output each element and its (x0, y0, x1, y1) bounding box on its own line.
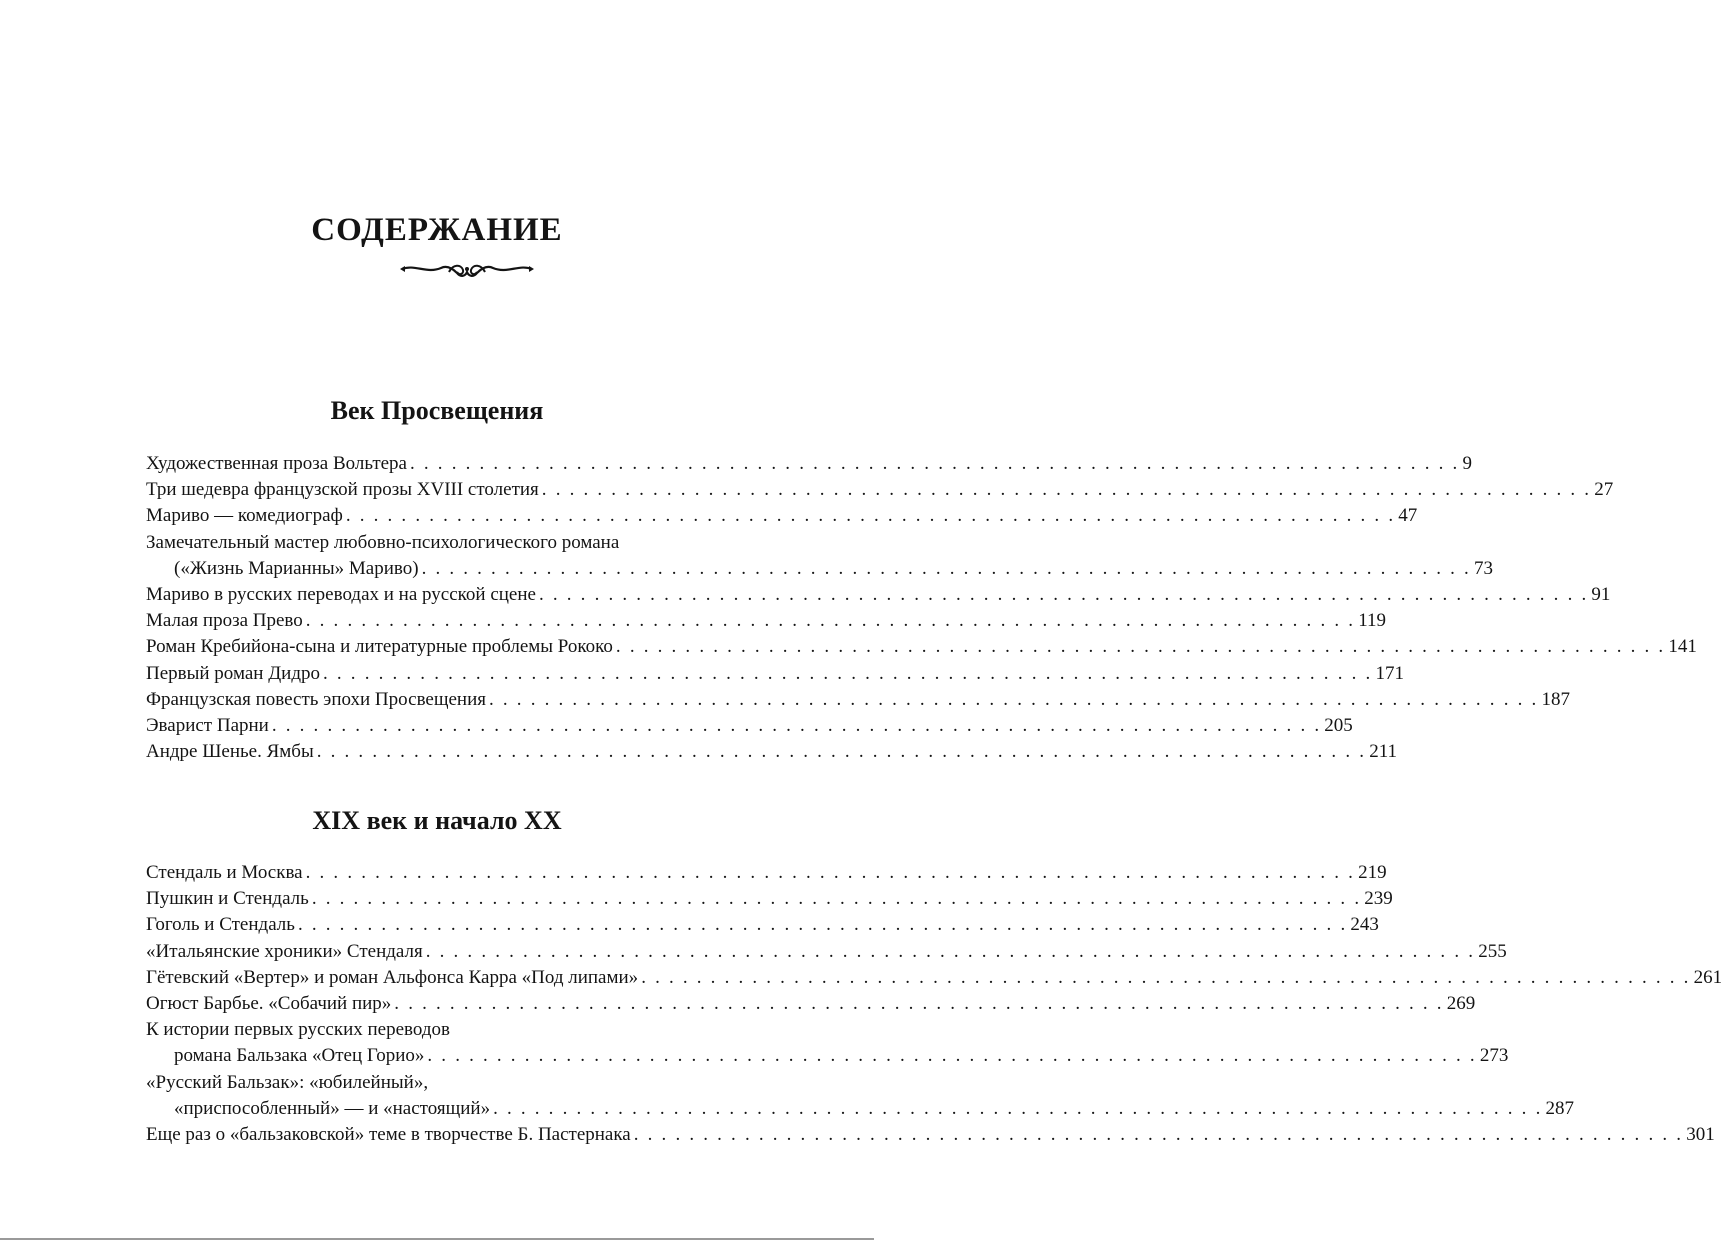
toc-entry-title: («Жизнь Марианны» Мариво) (174, 557, 419, 579)
toc-list-19th-century (146, 860, 1722, 1148)
toc-entry-title-line1[interactable]: Замечательный мастер любовно-психологического романа (146, 531, 620, 553)
leader-dots: . . . . . . . . . . . . . . . . . . . . . . . . . . . . . . . . . . . . . . . . . . . . . . . . . . . . . . . . . . . . . . . . . . . . . . . . . . . . (538, 584, 1589, 606)
leader-dots: . . . . . . . . . . . . . . . . . . . . . . . . . . . . . . . . . . . . . . . . . . . . . . . . . . . . . . . . . . . . . . . . . . . . . . . . . . . . (615, 636, 1666, 658)
toc-entry-title: Художественная проза Вольтера (146, 453, 407, 474)
toc-entry[interactable] (146, 939, 1507, 965)
toc-entry-page: 269 (1446, 993, 1476, 1015)
leader-dots: . . . . . . . . . . . . . . . . . . . . . . . . . . . . . . . . . . . . . . . . . . . . . . . . . . . . . . . . . . . . . . . . . . . . . . . . . . . . (297, 914, 1348, 936)
leader-dots: . . . . . . . . . . . . . . . . . . . . . . . . . . . . . . . . . . . . . . . . . . . . . . . . . . . . . . . . . . . . . . . . . . . . . . . . . . . . (489, 688, 1539, 710)
toc-entry[interactable] (146, 687, 1570, 713)
leader-dots: . . . . . . . . . . . . . . . . . . . . . . . . . . . . . . . . . . . . . . . . . . . . . . . . . . . . . . . . . . . . . . . . . . . . . . . . . . . . (316, 741, 1367, 763)
leader-dots: . . . . . . . . . . . . . . . . . . . . . . . . . . . . . . . . . . . . . . . . . . . . . . . . . . . . . . . . . . . . . . . . . . . . . . . . . . . . (305, 610, 1356, 632)
page-bottom-edge (0, 1238, 874, 1240)
toc-entry-title: Еще раз о «бальзаковской» теме в творчестве Б. Пастернака (146, 1124, 631, 1146)
toc-entry-title: Пушкин и Стендаль (146, 888, 309, 910)
toc-entry-title: Французская повесть эпохи Просвещения (146, 688, 486, 710)
toc-entry[interactable] (146, 503, 1418, 529)
ornament-divider (397, 260, 537, 282)
toc-entry[interactable] (146, 608, 1386, 634)
toc-entry-page: 141 (1668, 636, 1697, 658)
toc-entry-title: Андре Шенье. Ямбы (146, 741, 314, 763)
section-heading-enlightenment: Век Просвещения (330, 396, 544, 425)
toc-entry-page: 205 (1324, 715, 1353, 737)
toc-entry-page: 9 (1462, 453, 1472, 474)
toc-entry-page: 47 (1398, 505, 1418, 527)
leader-dots: . . . . . . . . . . . . . . . . . . . . . . . . . . . . . . . . . . . . . . . . . . . . . . . . . . . . . . . . . . . . . . . . . . . . . . . . . . . . (641, 966, 1691, 988)
toc-entry[interactable] (146, 556, 1494, 582)
toc-entry-page: 255 (1478, 940, 1507, 962)
toc-entry-title: Мариво в русских переводах и на русской сцене (146, 584, 536, 606)
toc-entry-title: «приспособленный» — и «настоящий» (174, 1097, 491, 1119)
leader-dots: . . . . . . . . . . . . . . . . . . . . . . . . . . . . . . . . . . . . . . . . . . . . . . . . . . . . . . . . . . . . . . . . . . . . . . . . . . . . (345, 505, 1396, 527)
toc-entry[interactable] (146, 582, 1611, 608)
toc-entry-page: 243 (1350, 914, 1379, 936)
toc-list-enlightenment (146, 451, 1697, 765)
toc-entry-page: 171 (1375, 662, 1404, 684)
toc-entry[interactable] (146, 1096, 1575, 1122)
toc-entry-title: Малая проза Прево (146, 610, 303, 632)
toc-entry-page: 273 (1479, 1045, 1509, 1067)
toc-entry-title: Мариво — комедиограф (146, 505, 343, 527)
toc-entry[interactable] (146, 912, 1379, 938)
toc-entry-title-line1[interactable]: К истории первых русских переводов (146, 1019, 450, 1041)
leader-dots: . . . . . . . . . . . . . . . . . . . . . . . . . . . . . . . . . . . . . . . . . . . . . . . . . . . . . . . . . . . . . . . . . . . . . . . . . . . . (410, 453, 1460, 474)
leader-dots: . . . . . . . . . . . . . . . . . . . . . . . . . . . . . . . . . . . . . . . . . . . . . . . . . . . . . . . . . . . . . . . . . . . . . . . . . . . . (541, 479, 1592, 501)
toc-entry-page: 287 (1545, 1097, 1575, 1119)
toc-entry[interactable] (146, 886, 1393, 912)
toc-entry[interactable] (146, 739, 1397, 765)
toc-entry[interactable] (146, 713, 1353, 739)
leader-dots: . . . . . . . . . . . . . . . . . . . . . . . . . . . . . . . . . . . . . . . . . . . . . . . . . . . . . . . . . . . . . . . . . . . . . . . . . . . . (394, 993, 1444, 1015)
leader-dots: . . . . . . . . . . . . . . . . . . . . . . . . . . . . . . . . . . . . . . . . . . . . . . . . . . . . . . . . . . . . . . . . . . . . . . . . . . . . (311, 888, 1362, 910)
toc-entry[interactable] (146, 1122, 1715, 1148)
toc-entry-page: 239 (1364, 888, 1393, 910)
toc-entry-page: 261 (1693, 966, 1722, 988)
toc-entry-page: 219 (1358, 862, 1387, 883)
toc-entry-title-line1[interactable]: «Русский Бальзак»: «юбилейный», (146, 1071, 429, 1093)
toc-entry[interactable] (146, 451, 1472, 477)
toc-entry-page: 119 (1358, 610, 1386, 632)
toc-entry[interactable] (146, 860, 1387, 886)
leader-dots: . . . . . . . . . . . . . . . . . . . . . . . . . . . . . . . . . . . . . . . . . . . . . . . . . . . . . . . . . . . . . . . . . . . . . . . . . . . . (493, 1097, 1543, 1119)
toc-entry-page: 301 (1686, 1124, 1715, 1146)
page-title: СОДЕРЖАНИЕ (311, 212, 563, 248)
leader-dots: . . . . . . . . . . . . . . . . . . . . . . . . . . . . . . . . . . . . . . . . . . . . . . . . . . . . . . . . . . . . . . . . . . . . . . . . . . . . (421, 557, 1472, 579)
leader-dots: . . . . . . . . . . . . . . . . . . . . . . . . . . . . . . . . . . . . . . . . . . . . . . . . . . . . . . . . . . . . . . . . . . . . . . . . . . . . (323, 662, 1373, 684)
leader-dots: . . . . . . . . . . . . . . . . . . . . . . . . . . . . . . . . . . . . . . . . . . . . . . . . . . . . . . . . . . . . . . . . . . . . . . . . . . . . (425, 940, 1476, 962)
toc-entry-page: 27 (1594, 479, 1614, 501)
toc-entry-title: Три шедевра французской прозы XVIII столетия (146, 479, 539, 501)
toc-entry-title: Стендаль и Москва (146, 862, 303, 883)
toc-entry-page: 211 (1369, 741, 1397, 763)
section-heading-19th-century: XIX век и начало XX (312, 806, 562, 835)
toc-entry[interactable] (146, 965, 1722, 991)
toc-entry-title: «Итальянские хроники» Стендаля (146, 940, 423, 962)
toc-entry[interactable] (146, 634, 1697, 660)
toc-entry[interactable] (146, 661, 1404, 687)
toc-entry-title: Огюст Барбье. «Собачий пир» (146, 993, 392, 1015)
leader-dots: . . . . . . . . . . . . . . . . . . . . . . . . . . . . . . . . . . . . . . . . . . . . . . . . . . . . . . . . . . . . . . . . . . . . . . . . . . . . (633, 1124, 1684, 1146)
leader-dots: . . . . . . . . . . . . . . . . . . . . . . . . . . . . . . . . . . . . . . . . . . . . . . . . . . . . . . . . . . . . . . . . . . . . . . . . . . . . (427, 1045, 1477, 1067)
toc-entry-title: Эварист Парни (146, 715, 269, 737)
toc-entry-page: 73 (1474, 557, 1494, 579)
toc-entry[interactable] (146, 1043, 1509, 1069)
toc-entry-page: 91 (1591, 584, 1611, 606)
leader-dots: . . . . . . . . . . . . . . . . . . . . . . . . . . . . . . . . . . . . . . . . . . . . . . . . . . . . . . . . . . . . . . . . . . . . . . . . . . . . (305, 862, 1356, 883)
toc-entry-title: Роман Кребийона-сына и литературные проблемы Рококо (146, 636, 613, 658)
toc-entry-title: Гоголь и Стендаль (146, 914, 295, 936)
toc-entry[interactable] (146, 477, 1614, 503)
leader-dots: . . . . . . . . . . . . . . . . . . . . . . . . . . . . . . . . . . . . . . . . . . . . . . . . . . . . . . . . . . . . . . . . . . . . . . . . . . . . (271, 715, 1322, 737)
toc-entry-page: 187 (1541, 688, 1570, 710)
toc-entry-title: Первый роман Дидро (146, 662, 320, 684)
toc-entry-title: романа Бальзака «Отец Горио» (174, 1045, 425, 1067)
toc-entry-title: Гётевский «Вертер» и роман Альфонса Карра «Под липами» (146, 966, 639, 988)
toc-entry[interactable] (146, 991, 1476, 1017)
